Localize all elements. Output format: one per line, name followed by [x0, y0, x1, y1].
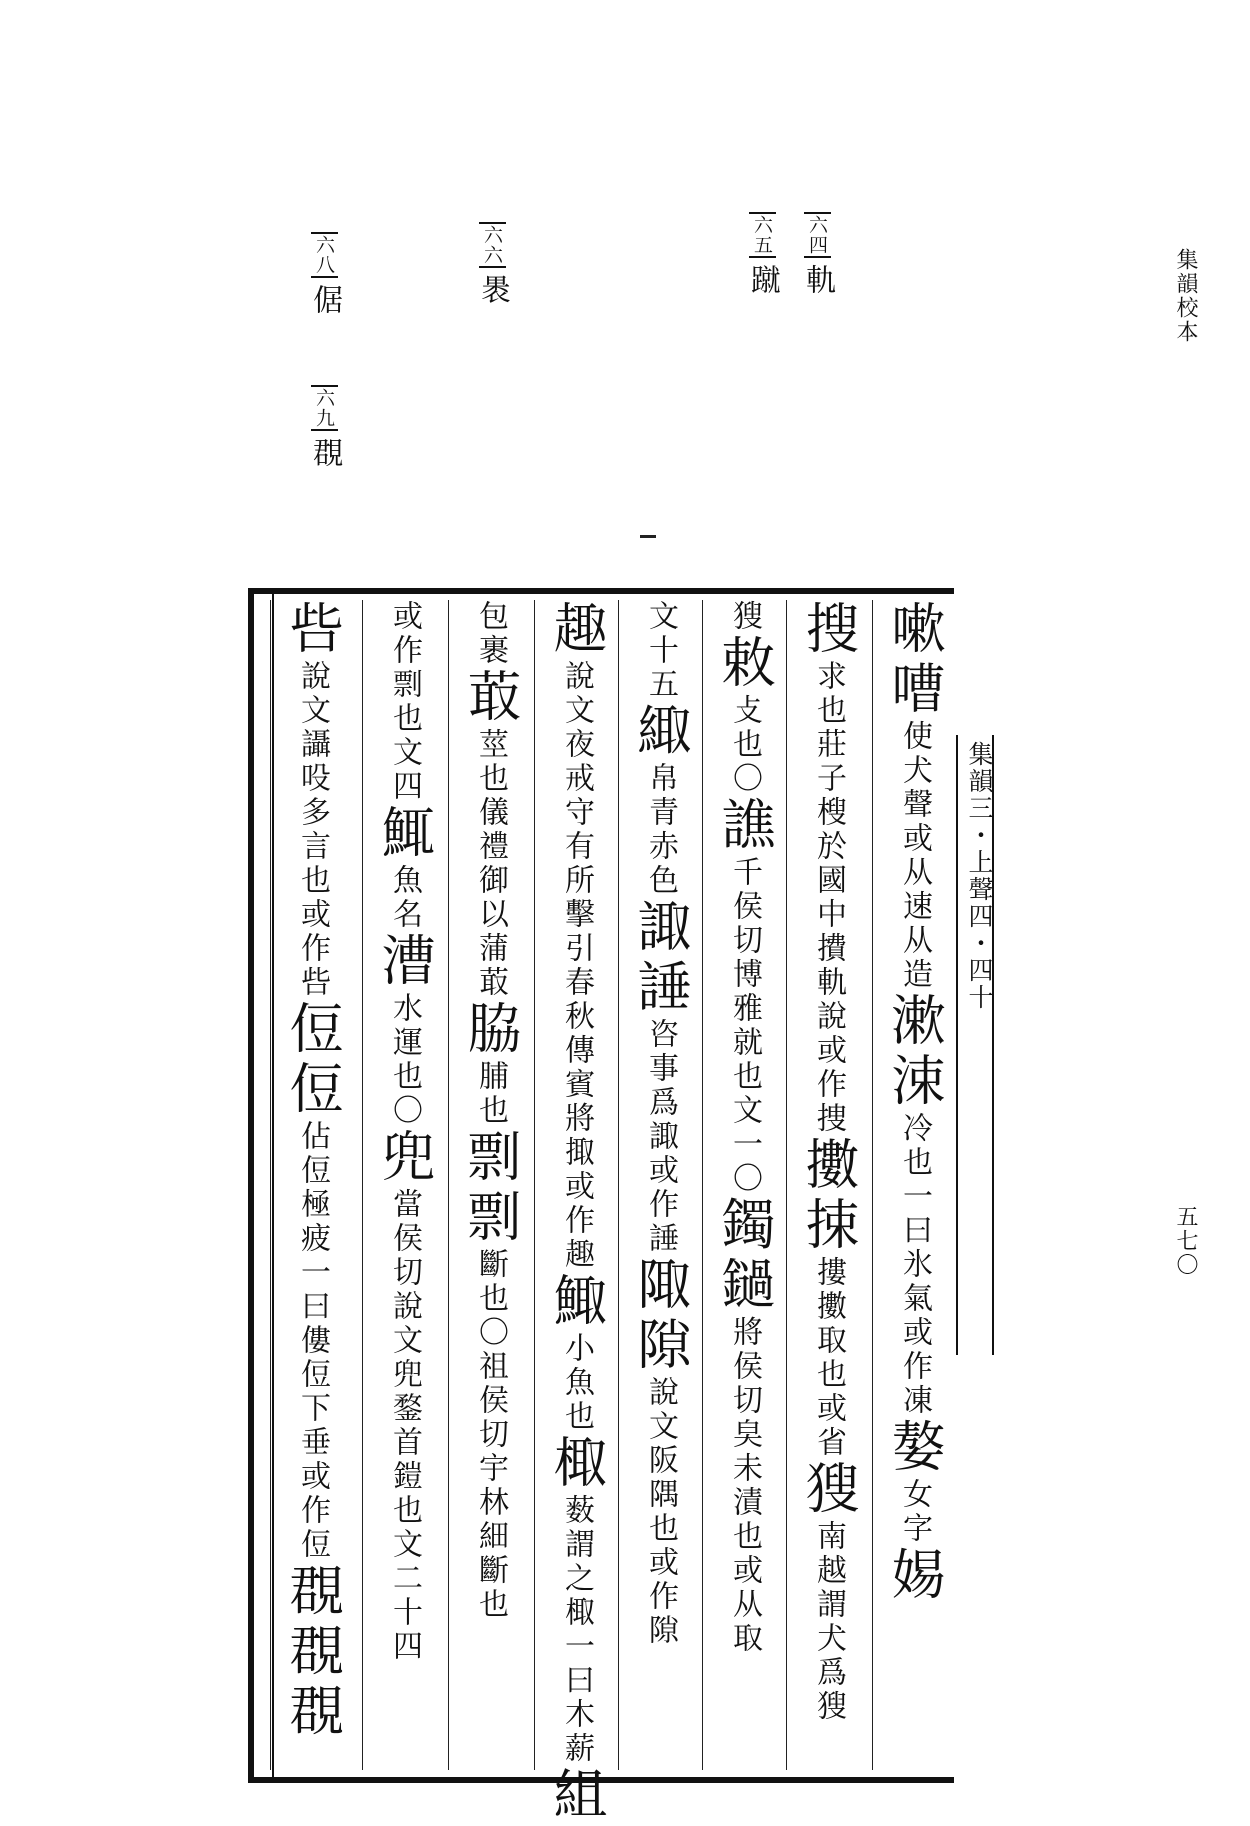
column-gloss: 女字: [897, 1478, 932, 1546]
column-gloss: 莖也儀禮御以蒲菆: [473, 728, 508, 1000]
column-head: 鐲鐹: [713, 1196, 776, 1316]
collation-note: [740, 212, 784, 300]
text-column: [786, 600, 869, 1770]
column-gloss: 摟擻取也或省: [811, 1256, 846, 1460]
column-gloss: 脯也: [473, 1060, 508, 1128]
column-head: 兜: [373, 1128, 436, 1188]
collation-note: [795, 212, 839, 300]
column-head: 㛫: [883, 1546, 946, 1606]
note-text: 倨: [307, 284, 342, 320]
text-column: [534, 600, 617, 1826]
note-text: 覠: [307, 437, 342, 473]
column-gloss: 說文阪隅也或作隙: [643, 1376, 678, 1648]
column-head: 鯫: [545, 1272, 608, 1332]
column-gloss: 攴也〇: [727, 694, 762, 796]
column-gloss: 千侯切博雅就也文一〇: [727, 856, 762, 1196]
running-title: 集韻校本: [1173, 248, 1198, 344]
column-head: 包裹: [473, 600, 508, 668]
column-head: 獀: [727, 600, 762, 634]
note-text: 軌: [800, 264, 835, 300]
column-gloss: 當侯切說文兜鍪首鎧也文二十四: [387, 1188, 422, 1664]
column-head: 搜: [797, 600, 860, 660]
column-gloss: 將侯切㚖未漬也或从取: [727, 1316, 762, 1656]
note-marker: 六六: [479, 222, 506, 268]
note-marker: 六八: [311, 232, 338, 278]
column-head: 剽剽: [459, 1128, 522, 1248]
text-column: [872, 600, 955, 1770]
page-number: 五七〇: [1173, 1205, 1198, 1277]
text-column: [618, 600, 701, 1770]
column-head: 諏諈: [629, 898, 692, 1018]
column-head: 侸侸: [281, 1000, 344, 1120]
column-gloss: 薮謂之棷一曰木薪: [559, 1494, 594, 1766]
column-gloss: 小魚也: [559, 1332, 594, 1434]
column-head: 或作剽也文四: [387, 600, 422, 804]
text-column: [702, 600, 785, 1770]
column-head: 敕: [713, 634, 776, 694]
column-gloss: 佔侸極疲一曰僂侸下垂或作侸: [295, 1120, 330, 1562]
column-gloss: 說文夜戒守有所擊引春秋傳賓將掫或作趣: [559, 660, 594, 1272]
column-head: 組: [545, 1766, 608, 1826]
note-text: 褁: [475, 274, 510, 310]
column-head: 漱涑: [883, 992, 946, 1112]
column-head: 脇: [459, 1000, 522, 1060]
column-head: 覠覠覠: [281, 1562, 344, 1742]
column-gloss: 斷也〇祖侯切宇林細斷也: [473, 1248, 508, 1622]
column-head: 漕: [373, 932, 436, 992]
column-gloss: 水運也〇: [387, 992, 422, 1128]
column-head: 譙: [713, 796, 776, 856]
column-gloss: 說文讘吺多言也或作呰: [295, 660, 330, 1000]
side-strip: [956, 735, 994, 1355]
column-gloss: 咨事爲諏或作諈: [643, 1018, 678, 1256]
column-gloss: 求也莊子㮴於國中㩌軌說或作捜: [811, 660, 846, 1136]
note-text: 蹴: [745, 264, 780, 300]
column-head: 擻捒: [797, 1136, 860, 1256]
text-column: [448, 600, 531, 1770]
column-head: 文十五: [643, 600, 678, 702]
collation-note: [470, 222, 514, 310]
column-gloss: 南越謂犬爲獀: [811, 1520, 846, 1724]
column-head: 鮿: [373, 804, 436, 864]
column-head: 緅: [629, 702, 692, 762]
stray-mark: [640, 535, 656, 538]
note-marker: 六九: [311, 385, 338, 431]
column-gloss: 魚名: [387, 864, 422, 932]
column-gloss: 使犬聲或从速从造: [897, 720, 932, 992]
column-gloss: 冷也一曰氷氣或作凍: [897, 1112, 932, 1418]
column-gloss: 帛青赤色: [643, 762, 678, 898]
text-column: [362, 600, 445, 1770]
column-head: 趣: [545, 600, 608, 660]
note-marker: 六四: [804, 212, 831, 258]
column-head: 嗽嘈: [883, 600, 946, 720]
collation-note: [302, 385, 346, 473]
column-head: 獀: [797, 1460, 860, 1520]
note-marker: 六五: [749, 212, 776, 258]
side-strip-label: 集韻三・上聲四・四十: [965, 741, 994, 1011]
column-head: 菆: [459, 668, 522, 728]
text-column: [270, 600, 353, 1770]
column-head: 陬隙: [629, 1256, 692, 1376]
collation-note: [302, 232, 346, 320]
column-head: 呰: [281, 600, 344, 660]
column-head: 棷: [545, 1434, 608, 1494]
column-head: 嫯: [883, 1418, 946, 1478]
